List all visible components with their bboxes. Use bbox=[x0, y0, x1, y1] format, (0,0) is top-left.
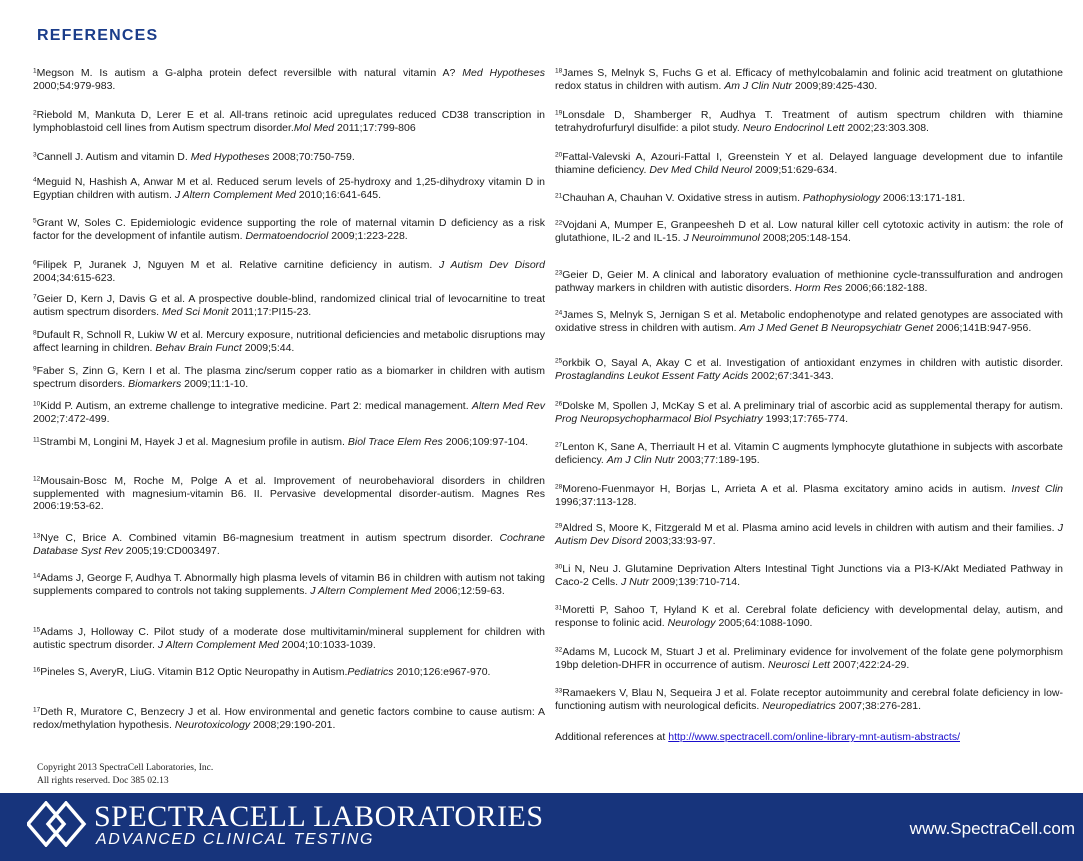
reference-citation: 2006;66:182-188. bbox=[842, 281, 928, 294]
reference-citation: 2009;11:1-10. bbox=[181, 377, 249, 390]
journal-name: Dev Med Child Neurol bbox=[649, 163, 753, 176]
reference-number: 11 bbox=[33, 436, 40, 444]
reference-citation: 2002;7:472-499. bbox=[33, 412, 110, 425]
journal-name: Am J Clin Nutr bbox=[606, 453, 675, 466]
reference-item bbox=[33, 176, 545, 201]
reference-item bbox=[555, 269, 1063, 294]
reference-text: Pineles S, AveryR, LiuG. Vitamin B12 Optic Neuropathy in Autism. bbox=[40, 666, 348, 678]
reference-text: Lonsdale D, Shamberger R, Audhya T. Treatment of autism spectrum children with thiamine tetrahydrofurfuryl disulfide: a pilot study. bbox=[555, 109, 1063, 134]
reference-number: 20 bbox=[555, 151, 563, 159]
page-title: REFERENCES bbox=[37, 27, 159, 44]
reference-item bbox=[33, 666, 545, 679]
reference-item bbox=[555, 357, 1063, 382]
journal-name: J Altern Complement Med bbox=[174, 188, 296, 201]
reference-citation: 2009;51:629-634. bbox=[752, 163, 838, 176]
reference-number: 10 bbox=[33, 400, 41, 408]
reference-citation: 2008;29:190-201. bbox=[250, 718, 336, 731]
reference-text: Riebold M, Mankuta D, Lerer E et al. All-trans retinoic acid upregulates reduced CD38 transcription in lymphoblastoid cell lines from Autism spectrum disorder. bbox=[33, 109, 545, 134]
reference-citation: 2002;23:303.308. bbox=[844, 121, 929, 134]
reference-citation: 2000;54:979-983. bbox=[33, 79, 116, 92]
reference-item bbox=[555, 192, 1063, 205]
reference-citation: 2008;70:750-759. bbox=[269, 151, 355, 163]
reference-text: Adams J, Holloway C. Pilot study of a moderate dose multivitamin/mineral supplement for children with autistic spectrum disorder. bbox=[33, 626, 545, 651]
reference-number: 19 bbox=[555, 109, 563, 117]
reference-citation: 2008;205:148-154. bbox=[759, 231, 851, 244]
reference-text: orkbik O, Sayal A, Akay C et al. Investigation of antioxidant enzymes in children with autistic disorder. bbox=[562, 357, 1063, 369]
reference-citation: 1996;37:113-128. bbox=[555, 495, 637, 508]
reference-text: James S, Melnyk S, Jernigan S et al. Metabolic endophenotype and related genotypes are associated with oxidative stress in children with autism. bbox=[555, 309, 1063, 334]
reference-text: Geier D, Kern J, Davis G et al. A prospective double-blind, randomized clinical trial of levocarnitine to treat autism spectrum disorders. bbox=[33, 293, 545, 318]
reference-item bbox=[33, 151, 545, 164]
journal-name: Prog Neuropsychopharmacol Biol Psychiatry bbox=[555, 412, 763, 425]
reference-text: Faber S, Zinn G, Kern I et al. The plasma zinc/serum copper ratio as a biomarker in children with autism spectrum disorders. bbox=[33, 365, 545, 390]
reference-item bbox=[555, 522, 1063, 547]
website-link[interactable]: www.SpectraCell.com bbox=[909, 819, 1075, 838]
reference-citation: 2009;139:710-714. bbox=[648, 575, 741, 588]
reference-text: Deth R, Muratore C, Benzecry J et al. How environmental and genetic factors combine to cause autism: A redox/methylation hypothesis. bbox=[33, 706, 545, 731]
reference-number: 28 bbox=[555, 483, 563, 491]
journal-name: Neurosci Lett bbox=[768, 658, 830, 671]
reference-text: Nye C, Brice A. Combined vitamin B6-magnesium treatment in autism spectrum disorder. bbox=[40, 532, 500, 544]
reference-item bbox=[555, 219, 1063, 244]
reference-number: 29 bbox=[555, 522, 563, 530]
reference-citation: 2003;33:93-97. bbox=[641, 534, 716, 547]
journal-name: Biol Trace Elem Res bbox=[347, 436, 443, 448]
reference-item bbox=[33, 475, 545, 513]
reference-number: 12 bbox=[33, 475, 41, 483]
reference-item bbox=[555, 400, 1063, 425]
reference-citation: 2002;67:341-343. bbox=[748, 369, 834, 382]
reference-text: Dolske M, Spollen J, McKay S et al. A preliminary trial of ascorbic acid as supplemental therapy for autism. bbox=[562, 400, 1063, 412]
reference-item bbox=[555, 151, 1063, 176]
reference-citation: 2007;422:24-29. bbox=[829, 658, 910, 671]
reference-number: 3 bbox=[33, 151, 37, 159]
reference-item bbox=[555, 687, 1063, 712]
journal-name: J Altern Complement Med bbox=[310, 584, 432, 597]
reference-item bbox=[33, 400, 545, 425]
diamond-logo-icon bbox=[27, 801, 89, 847]
reference-item bbox=[33, 293, 545, 318]
reference-citation: 2003;77:189-195. bbox=[674, 453, 760, 466]
reference-number: 26 bbox=[555, 400, 563, 408]
journal-name: Am J Clin Nutr bbox=[724, 79, 792, 92]
reference-number: 6 bbox=[33, 259, 37, 267]
reference-number: 22 bbox=[555, 219, 563, 227]
journal-name: Horm Res bbox=[794, 281, 843, 294]
reference-citation: 2007;38:276-281. bbox=[835, 699, 921, 712]
reference-item bbox=[555, 646, 1063, 671]
reference-number: 9 bbox=[33, 365, 37, 373]
journal-name: J Neuroimmunol bbox=[683, 231, 760, 244]
journal-name: J Nutr bbox=[620, 575, 649, 588]
reference-text: Vojdani A, Mumper E, Granpeesheh D et al. Low natural killer cell cytotoxic activity in autism: the role of glutathione, IL-2 and IL-15. bbox=[555, 219, 1063, 244]
reference-item bbox=[33, 436, 545, 449]
reference-text: Adams J, George F, Audhya T. Abnormally high plasma levels of vitamin B6 in children with autism not taking supplements compared to controls not taking supplements. bbox=[33, 572, 545, 597]
reference-item bbox=[555, 563, 1063, 588]
journal-name: Am J Med Genet B Neuropsychiatr Genet bbox=[739, 321, 934, 334]
reference-number: 7 bbox=[33, 293, 37, 301]
copyright-line-1: Copyright 2013 SpectraCell Laboratories, Inc. bbox=[37, 763, 214, 773]
reference-item bbox=[555, 109, 1063, 134]
reference-citation: 2006;109:97-104. bbox=[442, 436, 529, 448]
reference-text: Moreno-Fuenmayor H, Borjas L, Arrieta A et al. Plasma excitatory amino acids in autism. bbox=[562, 483, 1012, 495]
reference-item bbox=[33, 706, 545, 731]
reference-item bbox=[33, 109, 545, 134]
reference-text: Lenton K, Sane A, Therriault H et al. Vitamin C augments lymphocyte glutathione in subjects with ascorbate deficiency. bbox=[555, 441, 1063, 466]
brand-name: SPECTRACELL LABORATORIES bbox=[94, 800, 544, 833]
reference-number: 4 bbox=[33, 176, 37, 184]
reference-item bbox=[33, 572, 545, 597]
reference-item bbox=[33, 329, 545, 354]
reference-text: Dufault R, Schnoll R, Lukiw W et al. Mercury exposure, nutritional deficiencies and metabolic disruptions may affect learning in children. bbox=[33, 329, 545, 354]
journal-name: Prostaglandins Leukot Essent Fatty Acids bbox=[555, 369, 749, 382]
reference-text: Mousain-Bosc M, Roche M, Polge A et al. Improvement of neurobehavioral disorders in children supplemented with magnesium-vitamin B6. II. Pervasive developmental disorder-autism. Magnes Res 2006:19:53-62. bbox=[33, 475, 545, 513]
reference-text: Grant W, Soles C. Epidemiologic evidence supporting the role of maternal vitamin D deficiency as a risk factor for the development of infantile autism. bbox=[33, 217, 545, 242]
reference-number: 2 bbox=[33, 109, 37, 117]
reference-citation: 2011;17:PI15-23. bbox=[228, 305, 312, 318]
journal-name: Med Hypotheses bbox=[190, 151, 270, 163]
reference-number: 8 bbox=[33, 329, 37, 337]
reference-citation: 2005;64:1088-1090. bbox=[715, 616, 813, 629]
reference-citation: 2006;12:59-63. bbox=[431, 584, 505, 597]
reference-citation: 2006;141B:947-956. bbox=[933, 321, 1032, 334]
reference-citation: 2010;16:641-645. bbox=[295, 188, 382, 201]
reference-number: 17 bbox=[33, 706, 41, 714]
brand-tagline: ADVANCED CLINICAL TESTING bbox=[96, 831, 374, 848]
reference-citation: 2005;19:CD003497. bbox=[122, 544, 220, 557]
reference-citation: 2009;89:425-430. bbox=[791, 79, 878, 92]
reference-text: Adams M, Lucock M, Stuart J et al. Preliminary evidence for involvement of the folate gene polymorphism 19bp deletion-DHFR in occurrence of autism. bbox=[555, 646, 1063, 671]
reference-number: 31 bbox=[555, 604, 563, 612]
reference-text: Filipek P, Juranek J, Nguyen M et al. Relative carnitine deficiency in autism. bbox=[36, 259, 439, 271]
reference-number: 32 bbox=[555, 646, 563, 654]
reference-text: Li N, Neu J. Glutamine Deprivation Alters Intestinal Tight Junctions via a PI3-K/Akt Mediated Pathway in Caco-2 Cells. bbox=[555, 563, 1063, 588]
reference-text: Kidd P. Autism, an extreme challenge to integrative medicine. Part 2: medical management. bbox=[40, 400, 472, 412]
reference-text: James S, Melnyk S, Fuchs G et al. Efficacy of methylcobalamin and folinic acid treatment on glutathione redox status in children with autism. bbox=[555, 67, 1063, 92]
journal-name: Pediatrics bbox=[347, 666, 394, 678]
reference-item bbox=[33, 67, 545, 92]
reference-text: Megson M. Is autism a G-alpha protein defect reversilble with natural vitamin A? bbox=[36, 67, 463, 79]
journal-name: Neuro Endocrinol Lett bbox=[742, 121, 845, 134]
reference-citation: 2004;10:1033-1039. bbox=[278, 638, 376, 651]
additional-references-link[interactable]: http://www.spectracell.com/online-library-mnt-autism-abstracts/ bbox=[668, 731, 960, 743]
reference-text: Ramaekers V, Blau N, Sequeira J et al. Folate receptor autoimmunity and cerebral folate deficiency in low-functioning autism with neurological deficits. bbox=[555, 687, 1063, 712]
reference-number: 27 bbox=[555, 441, 563, 449]
reference-citation: 2004;34:615-623. bbox=[33, 271, 116, 284]
reference-number: 33 bbox=[555, 687, 563, 695]
reference-number: 15 bbox=[33, 626, 41, 634]
journal-name: J Altern Complement Med bbox=[157, 638, 279, 651]
reference-item bbox=[555, 441, 1063, 466]
reference-item bbox=[33, 217, 545, 242]
additional-references bbox=[555, 731, 960, 743]
reference-item bbox=[33, 532, 545, 557]
reference-item bbox=[555, 309, 1063, 334]
reference-text: Geier D, Geier M. A clinical and laboratory evaluation of methionine cycle-transsulfuration and androgen pathway markers in children with autistic disorders. bbox=[555, 269, 1063, 294]
reference-number: 21 bbox=[555, 192, 563, 200]
reference-text: Meguid N, Hashish A, Anwar M et al. Reduced serum levels of 25-hydroxy and 1,25-dihydroxy vitamin D in Egyptian children with autism. bbox=[33, 176, 545, 201]
reference-text: Aldred S, Moore K, Fitzgerald M et al. Plasma amino acid levels in children with autism and their families. bbox=[562, 522, 1058, 534]
journal-name: Neurotoxicology bbox=[174, 718, 251, 731]
journal-name: Neuropediatrics bbox=[762, 699, 836, 712]
reference-number: 18 bbox=[555, 67, 563, 75]
journal-name: J Autism Dev Disord bbox=[439, 259, 546, 271]
journal-name: Pathophysiology bbox=[802, 192, 880, 204]
reference-text: Strambi M, Longini M, Hayek J et al. Magnesium profile in autism. bbox=[39, 436, 348, 448]
reference-text: Fattal-Valevski A, Azouri-Fattal I, Greenstein Y et al. Delayed language development due to infantile thiamine deficiency. bbox=[555, 151, 1063, 176]
journal-name: Altern Med Rev bbox=[471, 400, 545, 412]
reference-citation: 1993;17:765-774. bbox=[762, 412, 849, 425]
journal-name: Behav Brain Funct bbox=[155, 341, 242, 354]
copyright-line-2: All rights reserved. Doc 385 02.13 bbox=[37, 775, 169, 786]
reference-number: 23 bbox=[555, 269, 563, 277]
reference-citation: 2009;1:223-228. bbox=[328, 229, 408, 242]
reference-text: Cannell J. Autism and vitamin D. bbox=[36, 151, 191, 163]
reference-number: 14 bbox=[33, 572, 41, 580]
reference-item bbox=[33, 626, 545, 651]
reference-text: Chauhan A, Chauhan V. Oxidative stress in autism. bbox=[562, 192, 803, 204]
reference-number: 24 bbox=[555, 309, 563, 317]
reference-item bbox=[555, 483, 1063, 508]
reference-citation: 2011;17:799-806 bbox=[334, 121, 416, 134]
reference-citation: 2006:13:171-181. bbox=[879, 192, 966, 204]
reference-number: 30 bbox=[555, 563, 563, 571]
reference-citation: 2010;126:e967-970. bbox=[393, 666, 491, 678]
journal-name: Invest Clin bbox=[1011, 483, 1063, 495]
journal-name: Med Sci Monit bbox=[161, 305, 229, 318]
copyright-notice bbox=[37, 762, 213, 787]
reference-number: 13 bbox=[33, 532, 41, 540]
journal-name: Mol Med bbox=[293, 121, 335, 134]
reference-number: 5 bbox=[33, 217, 37, 225]
reference-item bbox=[555, 604, 1063, 629]
journal-name: Med Hypotheses bbox=[462, 67, 545, 79]
journal-name: Neurology bbox=[667, 616, 716, 629]
reference-citation: 2009;5:44. bbox=[241, 341, 295, 354]
journal-name: J Autism Dev Disord bbox=[555, 522, 1063, 547]
footer-banner bbox=[0, 793, 1083, 861]
reference-number: 16 bbox=[33, 666, 41, 674]
reference-item bbox=[33, 365, 545, 390]
reference-number: 1 bbox=[33, 67, 37, 75]
reference-number: 25 bbox=[555, 357, 563, 365]
reference-text: Moretti P, Sahoo T, Hyland K et al. Cerebral folate deficiency with developmental delay, autism, and response to folinic acid. bbox=[555, 604, 1063, 629]
reference-item bbox=[555, 67, 1063, 92]
journal-name: Biomarkers bbox=[128, 377, 182, 390]
journal-name: Cochrane Database Syst Rev bbox=[33, 532, 545, 557]
reference-item bbox=[33, 259, 545, 284]
additional-references-label: Additional references at bbox=[555, 731, 669, 743]
journal-name: Dermatoendocriol bbox=[245, 229, 329, 242]
